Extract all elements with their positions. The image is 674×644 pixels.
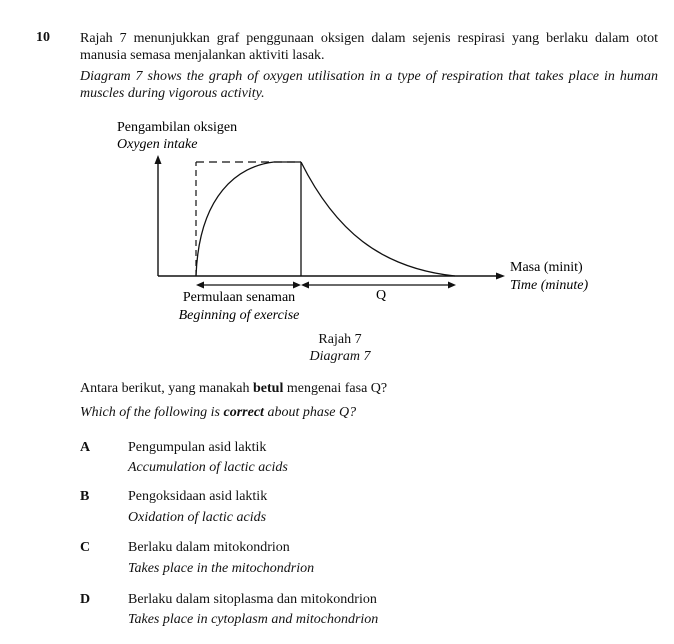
prompt-english-emphasis: correct	[223, 405, 264, 420]
prompt-malay-part: Antara berikut, yang manakah	[80, 381, 253, 396]
question-prompt-english	[80, 404, 356, 421]
option-b-english[interactable]: Oxidation of lactic acids	[128, 510, 267, 525]
x-axis-arrowhead	[496, 273, 505, 280]
oxygen-intake-rise-curve	[196, 162, 301, 276]
exercise-arrow-left-head	[196, 282, 204, 289]
option-a-letter[interactable]: A	[80, 440, 91, 455]
option-a-malay[interactable]: Pengumpulan asid laktik	[128, 440, 267, 455]
question-prompt-malay	[80, 380, 387, 397]
option-d-letter[interactable]: D	[80, 592, 91, 607]
option-c-letter[interactable]: C	[80, 540, 91, 555]
exercise-arrow-right-head	[293, 282, 301, 289]
x-axis-label-malay: Masa (minit)	[510, 260, 583, 275]
prompt-malay-part: mengenai fasa Q?	[283, 381, 388, 396]
q-arrow-right-head	[448, 282, 456, 289]
figure-caption-english: Diagram 7	[309, 349, 371, 364]
y-axis-arrowhead	[155, 155, 162, 164]
oxygen-recovery-curve	[301, 162, 455, 276]
q-arrow-left-head	[301, 282, 309, 289]
prompt-english-part: about phase Q?	[263, 405, 357, 420]
exercise-phase-label-english: Beginning of exercise	[178, 308, 300, 323]
question-stem-english: Diagram 7 shows the graph of oxygen utilisation in a type of respiration that takes place in human muscles during vigorous activity.	[80, 69, 658, 101]
option-d-malay[interactable]: Berlaku dalam sitoplasma dan mitokondrion	[128, 592, 377, 607]
option-c-malay[interactable]: Berlaku dalam mitokondrion	[128, 540, 290, 555]
option-d-english[interactable]: Takes place in cytoplasm and mitochondrion	[128, 612, 379, 627]
prompt-malay-emphasis: betul	[253, 381, 284, 396]
exercise-phase-label-malay: Permulaan senaman	[182, 290, 296, 305]
option-a-english[interactable]: Accumulation of lactic acids	[128, 460, 288, 475]
figure-caption-malay: Rajah 7	[318, 332, 362, 347]
prompt-english-part: Which of the following is	[80, 405, 224, 420]
y-axis-label-english: Oxygen intake	[117, 137, 198, 152]
question-stem-malay: Rajah 7 menunjukkan graf penggunaan oksigen dalam sejenis respirasi yang berlaku dalam otot manusia semasa menjalankan aktiviti lasak.	[80, 31, 658, 63]
phase-q-label: Q	[375, 288, 387, 303]
option-b-letter[interactable]: B	[80, 489, 90, 504]
x-axis-label-english: Time (minute)	[510, 278, 589, 293]
y-axis-label-malay: Pengambilan oksigen	[117, 120, 238, 135]
option-b-malay[interactable]: Pengoksidaan asid laktik	[128, 489, 268, 504]
question-number: 10	[36, 30, 50, 45]
option-c-english[interactable]: Takes place in the mitochondrion	[128, 561, 315, 576]
